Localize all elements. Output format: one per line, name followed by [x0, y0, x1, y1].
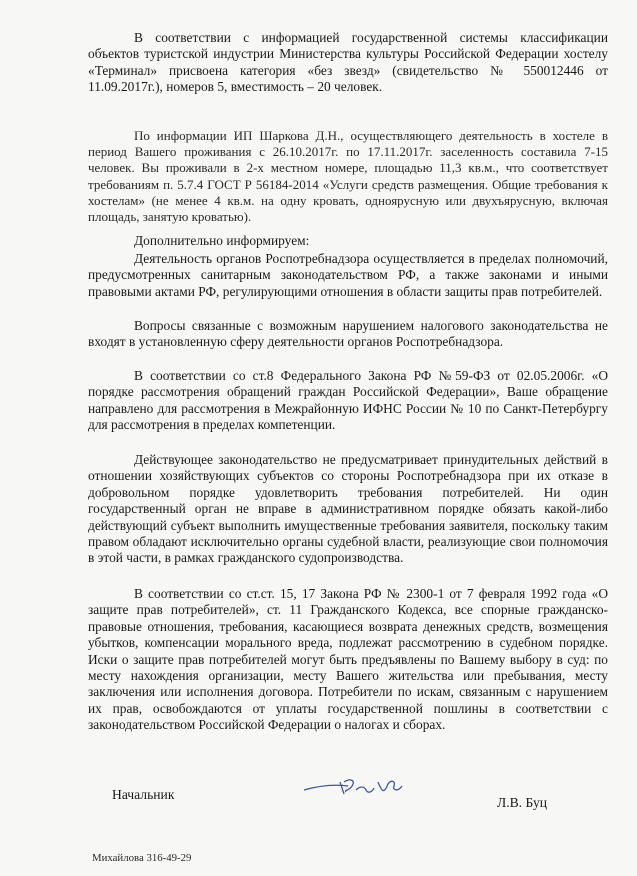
paragraph-text: Действующее законодательство не предусматривает принудительных действий в отношении хозяйствующих субъектов со стороны Роспотребнадзора при их отказе в добровольном порядке удовлетворить требования потребителей. Ни один государственный орган не вправе в административном порядке обязать какой-либо действующий субъект выполнить имущественные требования заявителя, поскольку таким правом обладают исключительно органы судебной власти, реализующие свои полномочия в этой части, в рамках гражданского судопроизводства. [88, 452, 608, 566]
executor-footer: Михайлова 316-49-29 [92, 852, 192, 864]
paragraph-hostel-info [88, 128, 608, 225]
paragraph-text: По информации ИП Шаркова Д.Н., осуществляющего деятельность в хостеле в период Вашего проживания с 26.10.2017г. по 17.11.2017г. заселенность составила 7-15 человек. Вы проживали в 2-х местном номере, площадью 11,3 кв.м., что соответствует требованиям п. 5.7.4 ГОСТ Р 56184-2014 «Услуги средств размещения. Общие требования к хостелам» (не менее 4 кв.м. на одну кровать, одноярусную или двухъярусную, включая площадь, занятую кроватью). [88, 128, 608, 225]
paragraph-text: В соответствии со ст.ст. 15, 17 Закона РФ № 2300-1 от 7 февраля 1992 года «О защите прав потребителей», ст. 11 Гражданского Кодекса, все спорные гражданско-правовые отношения, требования, касающиеся возврата денежных средств, возмещения убытков, компенсации морального вреда, подлежат рассмотрению в судебном порядке. Иски о защите прав потребителей могут быть предъявлены по Вашему выбору в суд: по месту нахождения организации, месту Вашего жительства или пребывания, месту заключения или исполнения договора. Потребители по искам, связанным с нарушением их прав, освобождаются от уплаты государственной пошлины в соответствии с законодательством Российской Федерации о налогах и сборах. [88, 586, 608, 733]
paragraph-rospotrebnadzor-scope [88, 251, 608, 300]
paragraph-text: В соответствии со ст.8 Федерального Закона РФ №59-ФЗ от 02.05.2006г. «О порядке рассмотрения обращений граждан Российской Федерации», Ваше обращение направлено для рассмотрения в Межрайонную ИФНС России № 10 по Санкт-Петербургу для рассмотрения в пределах компетенции. [88, 368, 608, 433]
handwritten-signature [300, 768, 420, 802]
paragraph-text: В соответствии с информацией государственной системы классификации объектов туристской индустрии Министерства культуры Российской Федерации хостелу «Терминал» присвоена категория «без звезд» (свидетельство № 550012446 от 11.09.2017г.), номеров 5, вместимость – 20 человек. [88, 30, 608, 95]
paragraph-text: Дополнительно информируем: [134, 233, 310, 248]
paragraph-tax-issues [88, 318, 608, 351]
paragraph-legislation [88, 452, 608, 567]
paragraph-classification [88, 30, 608, 96]
paragraph-referral [88, 368, 608, 434]
paragraph-additional [88, 233, 608, 249]
paragraph-text: Деятельность органов Роспотребнадзора осуществляется в пределах полномочий, предусмотренных санитарным законодательством РФ, а также законами и иными правовыми актами РФ, регулирующими отношения в области защиты прав потребителей. [88, 251, 608, 299]
paragraph-text: Вопросы связанные с возможным нарушением налогового законодательства не входят в установленную сферу деятельности органов Роспотребнадзора. [88, 318, 608, 350]
signatory-position: Начальник [112, 787, 175, 802]
signatory-name: Л.В. Буц [497, 795, 548, 810]
paragraph-consumer-rights [88, 586, 608, 734]
